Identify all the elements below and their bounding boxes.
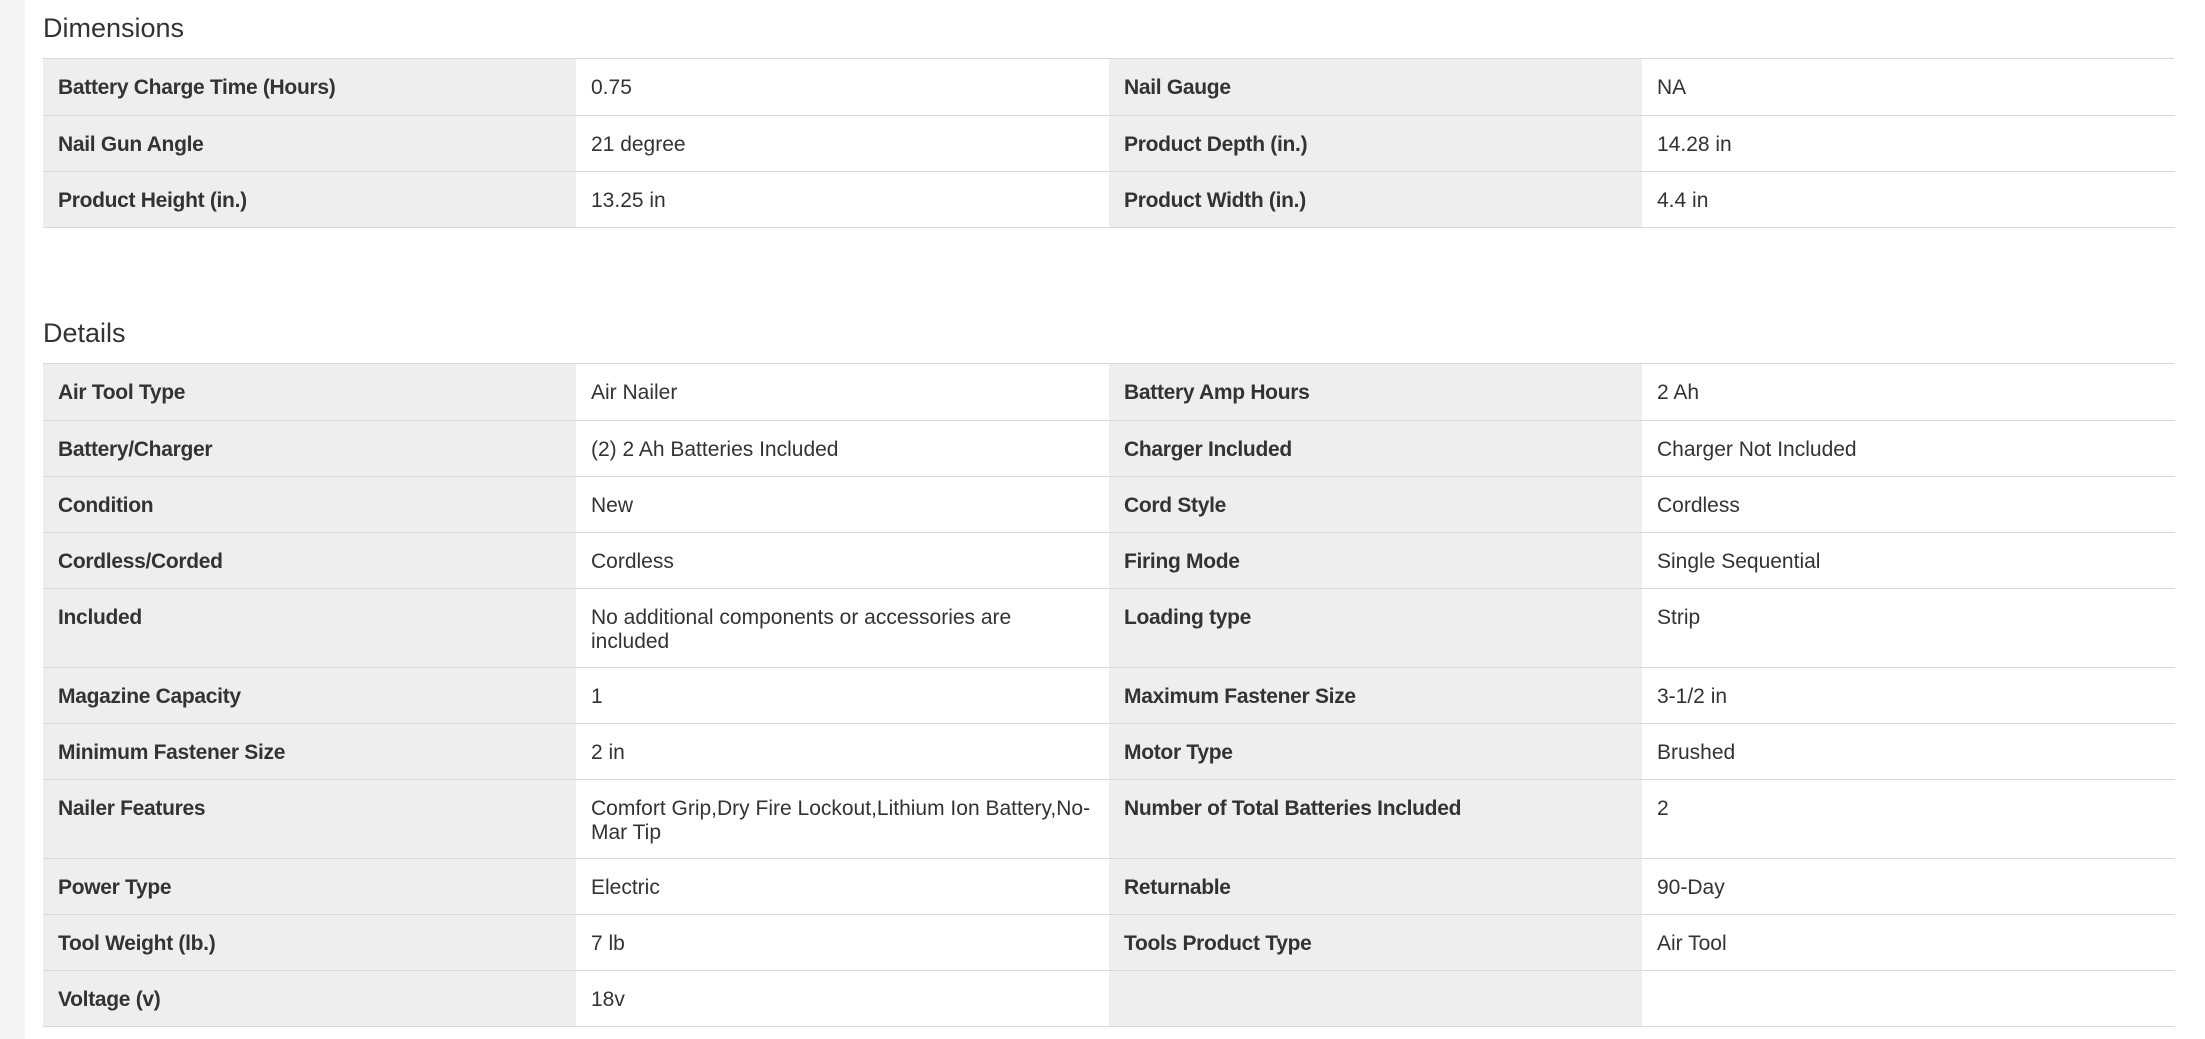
spec-value: 13.25 in (576, 171, 1109, 227)
spec-value: 14.28 in (1642, 115, 2175, 171)
spec-label: Returnable (1109, 858, 1642, 914)
spec-value: NA (1642, 59, 2175, 115)
spec-value: 18v (576, 970, 1109, 1026)
spec-value-empty (1642, 970, 2175, 1026)
spec-label: Air Tool Type (43, 364, 576, 420)
spec-value: 21 degree (576, 115, 1109, 171)
details-section (43, 305, 2174, 1027)
spec-value: 2 in (576, 723, 1109, 779)
spec-label: Charger Included (1109, 420, 1642, 476)
spec-label: Firing Mode (1109, 532, 1642, 588)
table-row (43, 588, 2175, 667)
spec-value: (2) 2 Ah Batteries Included (576, 420, 1109, 476)
spec-label: Product Depth (in.) (1109, 115, 1642, 171)
details-title: Details (43, 305, 2174, 364)
spec-value: Cordless (1642, 476, 2175, 532)
table-row (43, 723, 2175, 779)
spec-label: Tool Weight (lb.) (43, 914, 576, 970)
table-row (43, 115, 2175, 171)
spec-value: 90-Day (1642, 858, 2175, 914)
table-row (43, 59, 2175, 115)
spec-label: Voltage (v) (43, 970, 576, 1026)
spec-label: Product Width (in.) (1109, 171, 1642, 227)
spec-value: Comfort Grip,Dry Fire Lockout,Lithium Ion Battery,No-Mar Tip (576, 779, 1109, 858)
spec-label: Power Type (43, 858, 576, 914)
dimensions-title: Dimensions (43, 0, 2174, 59)
spec-label-empty (1109, 970, 1642, 1026)
dimensions-table (43, 59, 2175, 228)
spec-value: 3-1/2 in (1642, 667, 2175, 723)
table-row (43, 420, 2175, 476)
spec-value: Electric (576, 858, 1109, 914)
spec-label: Magazine Capacity (43, 667, 576, 723)
spec-value: Strip (1642, 588, 2175, 667)
spec-label: Cord Style (1109, 476, 1642, 532)
table-row (43, 171, 2175, 227)
spec-value: 7 lb (576, 914, 1109, 970)
spec-label: Cordless/Corded (43, 532, 576, 588)
table-row (43, 532, 2175, 588)
table-row (43, 779, 2175, 858)
spec-label: Nailer Features (43, 779, 576, 858)
spec-label: Battery Amp Hours (1109, 364, 1642, 420)
spec-value: Air Nailer (576, 364, 1109, 420)
spec-label: Condition (43, 476, 576, 532)
spec-value: 2 (1642, 779, 2175, 858)
dimensions-section (43, 0, 2174, 228)
spec-value: Air Tool (1642, 914, 2175, 970)
spec-value: 2 Ah (1642, 364, 2175, 420)
specifications-panel (25, 0, 2205, 1039)
details-table (43, 364, 2175, 1027)
table-row (43, 970, 2175, 1026)
spec-label: Tools Product Type (1109, 914, 1642, 970)
table-row (43, 858, 2175, 914)
spec-value: New (576, 476, 1109, 532)
spec-label: Motor Type (1109, 723, 1642, 779)
spec-label: Nail Gun Angle (43, 115, 576, 171)
spec-value: Brushed (1642, 723, 2175, 779)
table-row (43, 364, 2175, 420)
spec-value: Single Sequential (1642, 532, 2175, 588)
table-row (43, 476, 2175, 532)
spec-label: Battery/Charger (43, 420, 576, 476)
spec-label: Nail Gauge (1109, 59, 1642, 115)
spec-label: Number of Total Batteries Included (1109, 779, 1642, 858)
spec-label: Battery Charge Time (Hours) (43, 59, 576, 115)
spec-value: Charger Not Included (1642, 420, 2175, 476)
spec-value: Cordless (576, 532, 1109, 588)
spec-value: 4.4 in (1642, 171, 2175, 227)
table-row (43, 914, 2175, 970)
spec-label: Included (43, 588, 576, 667)
spec-value: No additional components or accessories are included (576, 588, 1109, 667)
spec-label: Minimum Fastener Size (43, 723, 576, 779)
spec-label: Maximum Fastener Size (1109, 667, 1642, 723)
spec-label: Loading type (1109, 588, 1642, 667)
spec-value: 1 (576, 667, 1109, 723)
spec-label: Product Height (in.) (43, 171, 576, 227)
table-row (43, 667, 2175, 723)
spec-value: 0.75 (576, 59, 1109, 115)
